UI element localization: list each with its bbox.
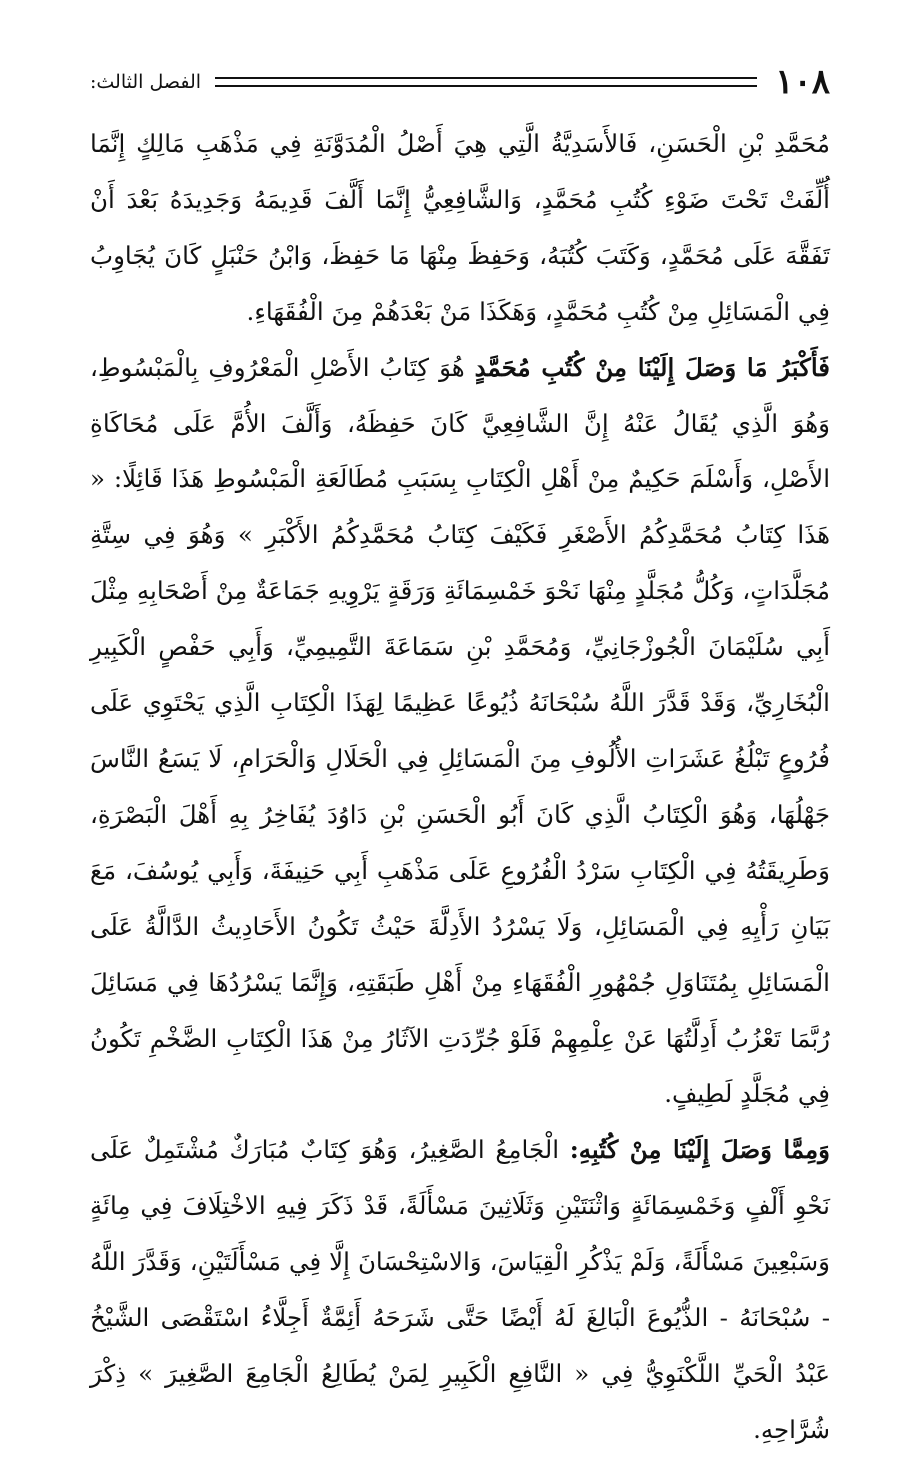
paragraph-2-lead: فَأَكْبَرُ مَا وَصَلَ إِلَيْنَا مِنْ كُتُبِ مُحَمَّدٍ <box>474 352 830 382</box>
paragraph-3 <box>90 1122 830 1457</box>
paragraph-3-lead: وَمِمَّا وَصَلَ إِلَيْنَا مِنْ كُتُبِهِ: <box>569 1135 830 1165</box>
header-divider <box>215 77 757 87</box>
paragraph-3-text: الْجَامِعُ الصَّغِيرُ، وَهُوَ كِتَابٌ مُبَارَكٌ مُشْتَمِلٌ عَلَى نَحْوِ أَلْفٍ وَخَمْسِمَائَةٍ وَاثْنَتَيْنِ وَثَلَاثِينَ مَسْأَلَةً، قَدْ ذَكَرَ فِيهِ الاخْتِلَافَ فِي مِائَةٍ وَسَبْعِينَ مَسْأَلَةً، وَلَمْ يَذْكُرِ الْقِيَاسَ، وَالاسْتِحْسَانَ إِلَّا فِي مَسْأَلَتَيْنِ، وَقَدَّرَ اللَّهُ - سُبْحَانَهُ - الذُّيُوعَ الْبَالِغَ لَهُ أَيْضًا حَتَّى شَرَحَهُ أَئِمَّةٌ أَجِلَّاءُ اسْتَقْصَى الشَّيْخُ عَبْدُ الْحَيِّ اللَّكْنَوِيُّ فِي « النَّافِعِ الْكَبِيرِ لِمَنْ يُطَالِعُ الْجَامِعَ الصَّغِيرَ » ذِكْرَ شُرَّاحِهِ. <box>90 1135 830 1444</box>
running-header <box>90 62 830 102</box>
body-text <box>90 116 830 1458</box>
paragraph-1 <box>90 116 830 340</box>
chapter-title: الفصل الثالث: <box>90 71 202 93</box>
paragraph-1-text: مُحَمَّدِ بْنِ الْحَسَنِ، فَالأَسَدِيَّةُ الَّتِي هِيَ أَصْلُ الْمُدَوَّنَةِ فِي مَذْهَبِ مَالِكٍ إِنَّمَا أُلِّفَتْ تَحْتَ ضَوْءِ كُتُبِ مُحَمَّدٍ، وَالشَّافِعِيُّ إِنَّمَا أَلَّفَ قَدِيمَهُ وَجَدِيدَهُ بَعْدَ أَنْ تَفَقَّهَ عَلَى مُحَمَّدٍ، وَكَتَبَ كُتُبَهُ، وَحَفِظَ مِنْهَا مَا حَفِظَ، وَابْنُ حَنْبَلٍ كَانَ يُجَاوِبُ فِي الْمَسَائِلِ مِنْ كُتُبِ مُحَمَّدٍ، وَهَكَذَا مَنْ بَعْدَهُمْ مِنَ الْفُقَهَاءِ. <box>90 129 830 326</box>
paragraph-2-text: هُوَ كِتَابُ الأَصْلِ الْمَعْرُوفِ بِالْمَبْسُوطِ، وَهُوَ الَّذِي يُقَالُ عَنْهُ إِنَّ الشَّافِعِيَّ كَانَ حَفِظَهُ، وَأَلَّفَ الأُمَّ عَلَى مُحَاكَاةِ الأَصْلِ، وَأَسْلَمَ حَكِيمٌ مِنْ أَهْلِ الْكِتَابِ بِسَبَبِ مُطَالَعَةِ الْمَبْسُوطِ هَذَا قَائِلًا: « هَذَا كِتَابُ مُحَمَّدِكُمُ الأَصْغَرِ فَكَيْفَ كِتَابُ مُحَمَّدِكُمُ الأَكْبَرِ » وَهُوَ فِي سِتَّةِ مُجَلَّدَاتٍ، وَكُلُّ مُجَلَّدٍ مِنْهَا نَحْوَ خَمْسِمَائَةِ وَرَقَةٍ يَرْوِيهِ جَمَاعَةٌ مِنْ أَصْحَابِهِ مِثْلَ أَبِي سُلَيْمَانَ الْجُوزْجَانِيِّ، وَمُحَمَّدِ بْنِ سَمَاعَةَ التَّمِيمِيِّ، وَأَبِي حَفْصٍ الْكَبِيرِ الْبُخَارِيِّ، وَقَدْ قَدَّرَ اللَّهُ سُبْحَانَهُ ذُيُوعًا عَظِيمًا لِهَذَا الْكِتَابِ الَّذِي يَحْتَوِي عَلَى فُرُوعٍ تَبْلُغُ عَشَرَاتِ الأُلُوفِ مِنَ الْمَسَائِلِ فِي الْحَلَالِ وَالْحَرَامِ، لَا يَسَعُ النَّاسَ جَهْلُهَا، وَهُوَ الْكِتَابُ الَّذِي كَانَ أَبُو الْحَسَنِ بْنِ دَاوُدَ يُفَاخِرُ بِهِ أَهْلَ الْبَصْرَةِ، وَطَرِيقَتُهُ فِي الْكِتَابِ سَرْدُ الْفُرُوعِ عَلَى مَذْهَبِ أَبِي حَنِيفَةَ، وَأَبِي يُوسُفَ، مَعَ بَيَانِ رَأْيِهِ فِي الْمَسَائِلِ، وَلَا يَسْرُدُ الأَدِلَّةَ حَيْثُ تَكُونُ الأَحَادِيثُ الدَّالَّةُ عَلَى الْمَسَائِلِ بِمُتَنَاوَلِ جُمْهُورِ الْفُقَهَاءِ مِنْ أَهْلِ طَبَقَتِهِ، وَإِنَّمَا يَسْرُدُهَا فِي مَسَائِلَ رُبَّمَا تَعْزُبُ أَدِلَّتُهَا عَنْ عِلْمِهِمْ فَلَوْ جُرِّدَتِ الآثَارُ مِنْ هَذَا الْكِتَابِ الضَّخْمِ تَكُونُ فِي مُجَلَّدٍ لَطِيفٍ. <box>90 352 830 1109</box>
page-number: ١٠٨ <box>775 62 830 102</box>
paragraph-2 <box>90 340 830 1123</box>
